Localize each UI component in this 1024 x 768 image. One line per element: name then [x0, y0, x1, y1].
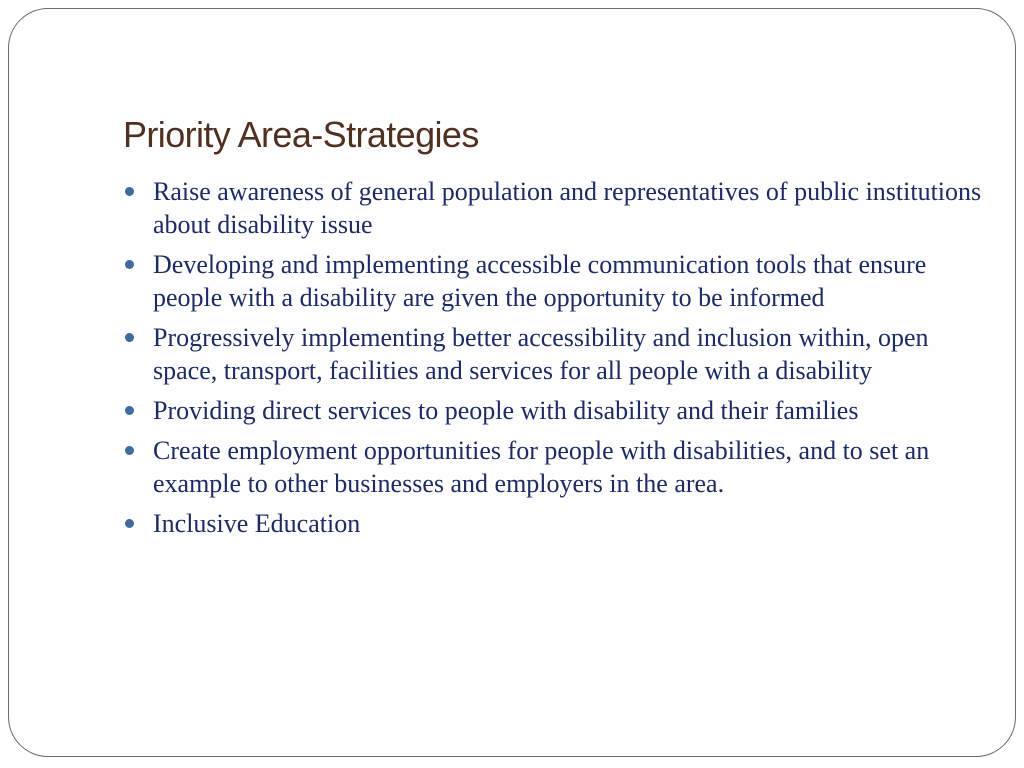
bullet-item — [123, 248, 985, 314]
bullet-dot-icon — [125, 260, 134, 269]
slide-title: Priority Area-Strategies — [123, 114, 479, 155]
bullet-dot-icon — [125, 519, 134, 528]
bullet-item — [123, 321, 985, 387]
bullet-item — [123, 434, 985, 500]
bullet-item — [123, 507, 985, 540]
bullet-text: Progressively implementing better accessibility and inclusion within, open space, transport, facilities and services for all people with a disability — [153, 323, 929, 385]
bullet-dot-icon — [125, 446, 134, 455]
bullet-text: Providing direct services to people with disability and their families — [153, 396, 859, 425]
bullet-dot-icon — [125, 333, 134, 342]
bullet-list — [123, 175, 985, 547]
bullet-text: Raise awareness of general population and representatives of public institutions about disability issue — [153, 177, 982, 239]
bullet-text: Create employment opportunities for people with disabilities, and to set an example to other businesses and employers in the area. — [153, 436, 930, 498]
bullet-item — [123, 394, 985, 427]
bullet-item — [123, 175, 985, 241]
bullet-text: Inclusive Education — [153, 509, 361, 538]
bullet-text: Developing and implementing accessible communication tools that ensure people with a disability are given the opportunity to be informed — [153, 250, 927, 312]
bullet-dot-icon — [125, 187, 134, 196]
slide-frame — [8, 8, 1016, 757]
bullet-dot-icon — [125, 406, 134, 415]
